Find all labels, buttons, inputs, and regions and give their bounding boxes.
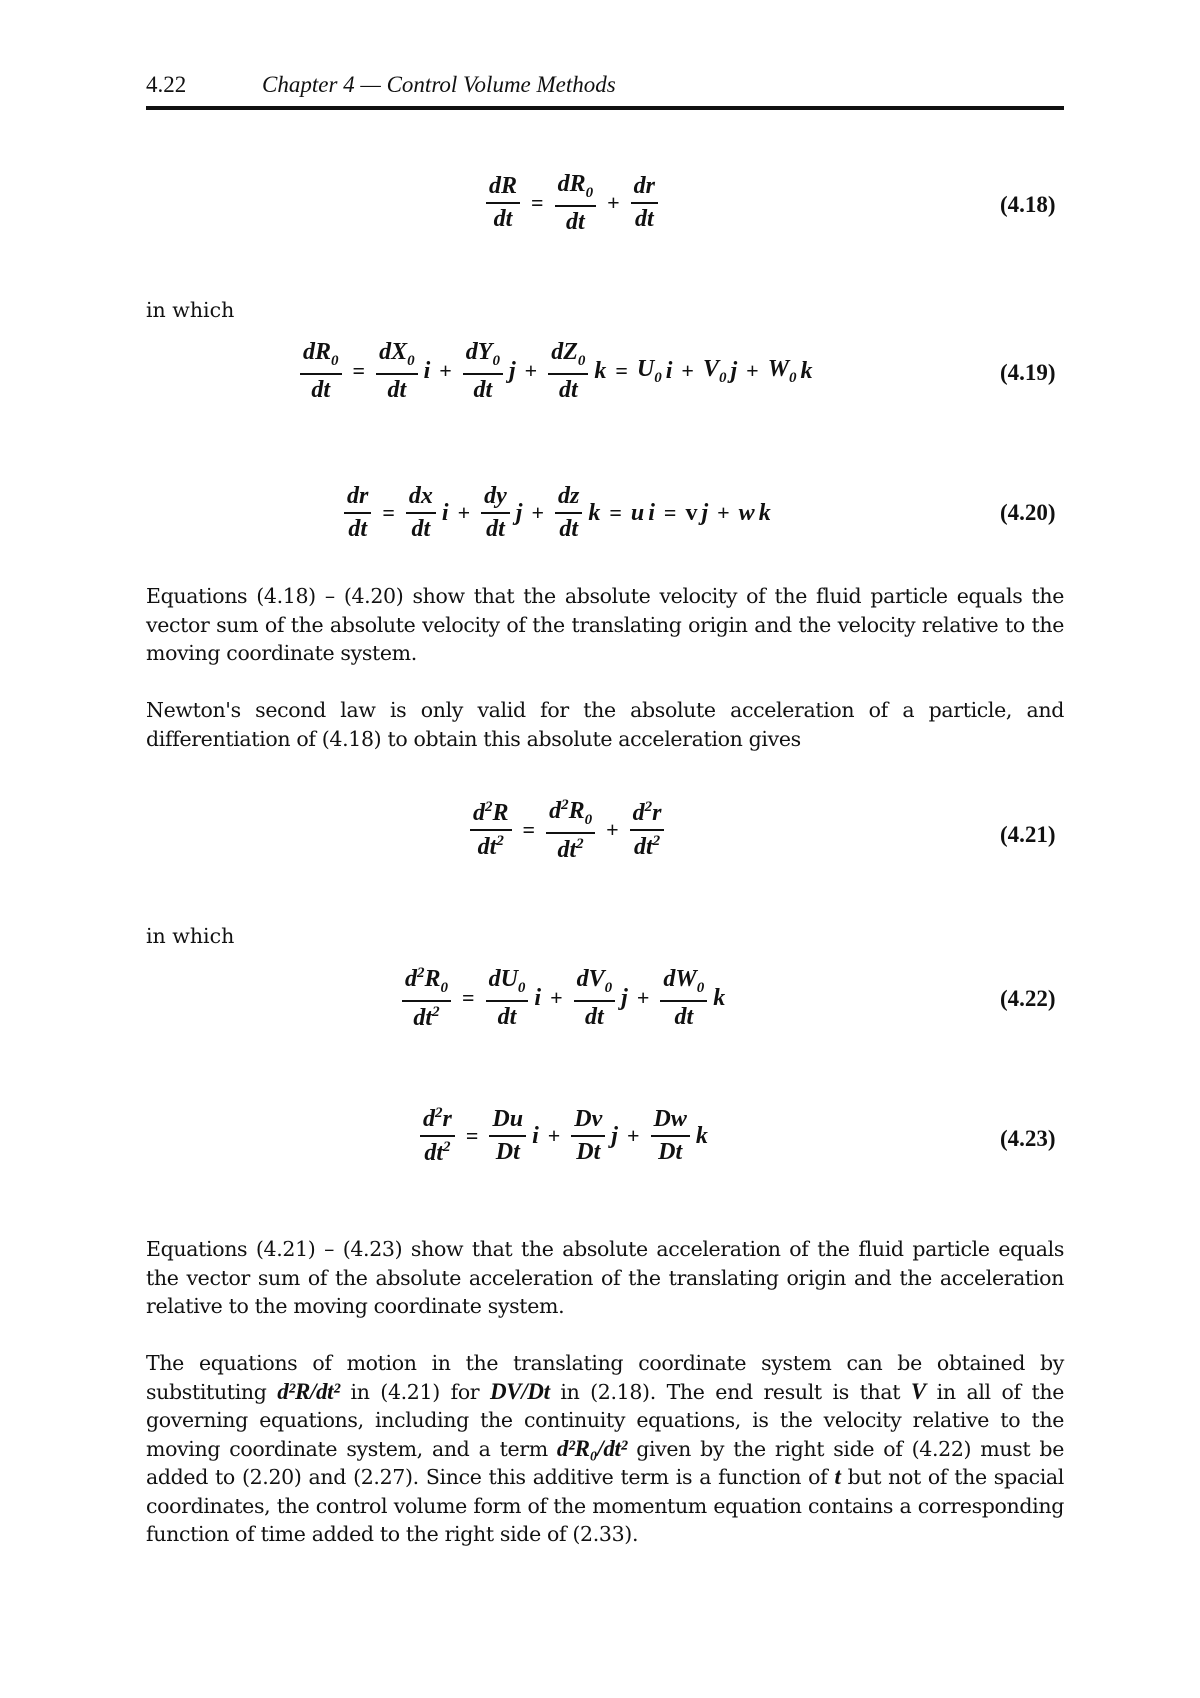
equation-4-23: $\frac{d^2r}{dt^2}$ = $\frac{Du}{Dt}$ i + $\frac{Dv}{Dt}$ j + $\frac{Dw}{Dt}$ k bbox=[416, 1106, 710, 1166]
paragraph-1: Equations (4.18) – (4.20) show that the absolute velocity of the fluid particle equals the vector sum of the absolute velocity of the translating origin and the velocity relative to the moving coordinate system. bbox=[146, 584, 1064, 665]
page-header bbox=[146, 72, 1064, 110]
math-inline-2: DV/Dt bbox=[490, 1378, 550, 1404]
in-which-label: in which bbox=[146, 298, 235, 322]
equation-4-18: $\frac{dR}{dt}$ = $\frac{dR_0}{dt}$ + $\frac{dr}{dt}$ bbox=[482, 172, 662, 235]
equation-4-20: $\frac{dr}{dt}$ = $\frac{dx}{dt}$ i + $\frac{dy}{dt}$ j + $\frac{dz}{dt}$ k = u i = v j + w k bbox=[340, 484, 773, 542]
paragraph-4: The equations of motion in the translating coordinate system can be obtained by substituting d²R/dt² in (4.21) for DV/Dt in (2.18). The end result is that V in all of the governing equations, including the continuity equations, is the velocity relative to the moving coordinate system, and a term d²R₀/dt² given by the right side of (4.22) must be added to (2.20) and (2.27). Since this additive term is a function of t but not of the spacial coordinates, the control volume form of the momentum equation contains a corresponding function of time added to the right side of (2.33). bbox=[146, 1351, 1065, 1546]
paragraph-3: Equations (4.21) – (4.23) show that the absolute acceleration of the fluid particle equals the vector sum of the absolute acceleration of the translating origin and the acceleration relative to the moving coordinate system. bbox=[146, 1237, 1064, 1318]
equation-number-4-21: (4.21) bbox=[1000, 822, 1056, 847]
chapter-title: Chapter 4 — Control Volume Methods bbox=[262, 72, 616, 97]
math-inline-3: V bbox=[910, 1378, 926, 1404]
equation-4-22: $\frac{d^2R_0}{dt^2}$ = $\frac{dU_0}{dt}$ i + $\frac{dV_0}{dt}$ j + $\frac{dW_0}{dt}$ k bbox=[398, 966, 727, 1031]
equation-number-4-22: (4.22) bbox=[1000, 986, 1056, 1011]
equation-number-4-19: (4.19) bbox=[1000, 360, 1056, 385]
in-which-label-2: in which bbox=[146, 924, 235, 948]
math-inline-1: d²R/dt² bbox=[277, 1378, 340, 1404]
equation-number-4-23: (4.23) bbox=[1000, 1126, 1056, 1151]
equation-4-19: $\frac{dR_0}{dt}$ = $\frac{dX_0}{dt}$ i + $\frac{dY_0}{dt}$ j + $\frac{dZ_0}{dt}$ k = $U_0$ i + $V_0$ j + $W_0$ k bbox=[296, 340, 815, 403]
math-inline-5: t bbox=[834, 1464, 841, 1489]
page-number: 4.22 bbox=[146, 72, 187, 97]
paragraph-2: Newton's second law is only valid for the absolute acceleration of a particle, and differentiation of (4.18) to obtain this absolute acceleration gives bbox=[146, 698, 1064, 751]
equation-number-4-20: (4.20) bbox=[1000, 500, 1056, 525]
equation-4-21: $\frac{d^2R}{dt^2}$ = $\frac{d^2R_0}{dt^2}$ + $\frac{d^2r}{dt^2}$ bbox=[466, 798, 668, 863]
math-inline-4: d²R₀/dt² bbox=[556, 1435, 628, 1461]
equation-number-4-18: (4.18) bbox=[1000, 192, 1056, 217]
